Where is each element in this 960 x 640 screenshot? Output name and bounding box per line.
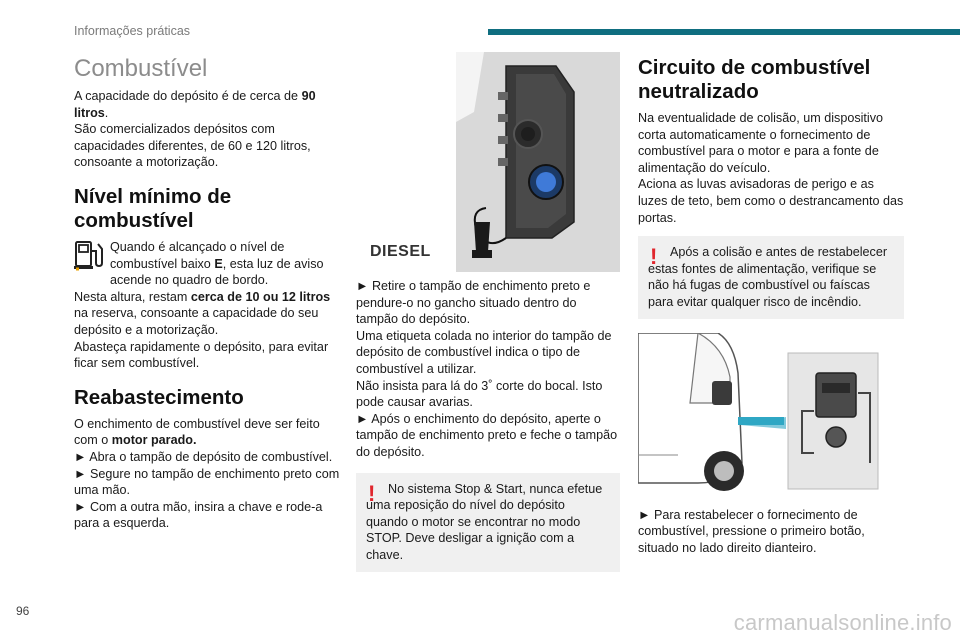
reserve-advice: Abasteça rapidamente o depósito, para evitar ficar sem combustível.: [74, 339, 329, 371]
warning-text: No sistema Stop & Start, nunca efetue uma reposição do nível do depósito quando o motor se encontrar no modo STOP. Deve desligar a ignição com a chave.: [366, 481, 603, 562]
low-fuel-row: [74, 239, 342, 289]
refuel-step: ► Abra o tampão de depósito de combustível.: [74, 449, 333, 464]
heading-fuel-cutoff: Circuito de combustível neutralizado: [638, 56, 871, 103]
stop-start-warning: [356, 473, 620, 572]
watermark: carmanualsonline.info: [733, 610, 952, 635]
fuel-flap-illustration: [356, 52, 620, 272]
refuel-step: ► Com a outra mão, insira a chave e rode-a para a esquerda.: [74, 499, 323, 531]
cutoff-para-1: Na eventualidade de colisão, um dispositivo corta automaticamente o fornecimento de combustível para o motor e para a fonte de alimentação do veículo.: [638, 111, 884, 175]
label-info: Uma etiqueta colada no interior do tampão de depósito de combustível indica o tipo de combustível a utilizar.: [356, 328, 612, 376]
page-number: 96: [16, 604, 30, 618]
low-fuel-text: Quando é alcançado o nível de combustível baixo E, esta luz de aviso acende no quadro de bordo.: [110, 239, 324, 288]
warning-icon: !: [650, 244, 658, 270]
heading-min-level: Nível mínimo de combustível: [74, 184, 232, 232]
remove-cap-step: ► Retire o tampão de enchimento preto e pendure-o no gancho situado dentro do tampão do depósito.: [356, 279, 591, 327]
page-title: Combustível: [74, 55, 208, 82]
van-inertia-switch-illustration: [638, 333, 902, 493]
close-cap-step: ► Após o enchimento do depósito, aperte o tampão de enchimento preto e feche o tampão do depósito.: [356, 411, 618, 459]
column-1: [74, 52, 342, 532]
fuel-pump-icon: [74, 239, 106, 271]
warning-text: Após a colisão e antes de restabelecer estas fontes de alimentação, verifique se não há fugas de combustível ou faíscas para evitar qualquer risco de incêndio.: [648, 245, 888, 309]
collision-warning: [638, 236, 904, 318]
nozzle-info: Não insista para lá do 3˚ corte do bocal. Isto pode causar avarias.: [356, 378, 603, 410]
warning-icon: !: [368, 480, 376, 506]
diesel-label: DIESEL: [370, 243, 431, 260]
column-2: [356, 52, 620, 572]
cutoff-para-2: Aciona as luvas avisadoras de perigo e as luzes de teto, bem como o destrancamento das portas.: [638, 177, 904, 225]
restore-step: ► Para restabelecer o fornecimento de combustível, pressione o primeiro botão, situado no lado direito dianteiro.: [638, 507, 865, 555]
column-3: [638, 52, 904, 556]
refuel-intro: O enchimento de combustível deve ser feito com o motor parado.: [74, 416, 320, 448]
capacity-paragraph: A capacidade do depósito é de cerca de 90 litros.: [74, 89, 316, 120]
running-header: Informações práticas: [74, 24, 191, 38]
heading-refuelling: Reabastecimento: [74, 385, 244, 409]
refuel-step: ► Segure no tampão de enchimento preto com uma mão.: [74, 466, 340, 498]
reserve-paragraph: Nesta altura, restam cerca de 10 ou 12 litros na reserva, consoante a capacidade do seu depósito e a motorização.: [74, 289, 331, 337]
capacity-variants: São comercializados depósitos com capacidades diferentes, de 60 e 120 litros, consoante a motorização.: [74, 122, 311, 170]
header-accent-bar: [488, 29, 960, 35]
